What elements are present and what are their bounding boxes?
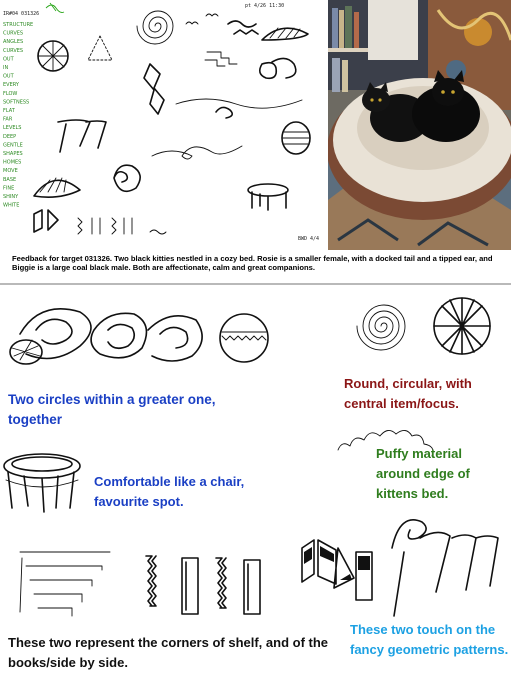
side-word: OUT <box>3 73 14 80</box>
date-note: pt 4/26 11:30 <box>245 3 285 9</box>
feedback-caption <box>12 254 504 272</box>
side-word-list <box>3 22 33 209</box>
side-word: IN <box>3 65 9 71</box>
zigzag-books-small <box>78 218 132 234</box>
cats-photo <box>328 0 511 250</box>
side-word: EVERY <box>3 82 19 89</box>
swirl-shell-icon <box>114 165 140 191</box>
note-fancy: These two touch on the fancy geometric patterns. <box>350 622 509 657</box>
birds-icon <box>186 14 218 24</box>
side-word: WHITE <box>3 202 20 209</box>
wave-sketch <box>228 21 258 34</box>
side-word: SHINY <box>3 194 19 200</box>
dotted-triangle <box>88 36 112 60</box>
hatched-blob <box>262 28 308 40</box>
target-label: Feedback for target 031326. <box>12 254 113 263</box>
shelf-corner-icon <box>20 552 110 616</box>
photo-drawing <box>328 0 511 250</box>
long-curve <box>176 99 302 108</box>
side-word: GENTLE <box>3 142 23 149</box>
wheel-icon <box>38 41 68 71</box>
note-corners: These two represent the corners of shelf, and of the books/side by side. <box>8 635 329 670</box>
double-spiral-icon <box>260 58 296 78</box>
striped-circle-icon <box>282 122 310 154</box>
side-word: STRUCTURE <box>3 22 34 28</box>
chair-icon <box>4 454 80 512</box>
side-word: SHAPES <box>3 151 23 157</box>
two-circles-sketch <box>10 309 268 364</box>
caption-text: Two black kitties nestled in a cozy bed. Rosie is a smaller female, with a docked tail and a tipped ear, and Biggie is a large coal black male. Both are affectionate, calm and great companions. <box>12 254 493 272</box>
note-comfortable: Comfortable like a chair, favourite spot. <box>94 474 245 509</box>
side-word: FLAT <box>3 108 15 114</box>
steps-sketch <box>205 52 237 66</box>
side-word: BASE <box>3 176 17 183</box>
small-swirl <box>216 107 232 118</box>
bottom-tilde <box>150 230 166 234</box>
geo-bars-small <box>34 210 58 232</box>
sketch-drawing <box>0 0 327 250</box>
geometric-pattern-icon <box>302 520 498 616</box>
green-scribble <box>46 3 64 13</box>
side-word: ANGLES <box>3 39 24 46</box>
side-word: LEVELS <box>3 125 22 132</box>
side-word: FAR <box>3 116 13 123</box>
side-word: HOMES <box>3 159 22 166</box>
window-light <box>368 0 418 60</box>
side-word: MOVE <box>3 168 18 175</box>
helix-sketch <box>144 64 164 114</box>
spiral-icon <box>137 11 173 44</box>
note-two-circles: Two circles within a greater one, together <box>8 392 216 427</box>
wave-loop <box>152 146 242 159</box>
side-word: FLOW <box>3 90 18 97</box>
side-word: OUT <box>3 56 14 63</box>
header-code: IR#04 031326 <box>3 11 40 17</box>
side-word: DEEP <box>3 133 17 140</box>
spiral-wheel-sketch <box>357 298 490 354</box>
seven-shapes-icon <box>58 120 106 152</box>
zigzag-books-icon <box>146 556 260 614</box>
side-word: FINE <box>3 185 15 192</box>
side-word: CURVES <box>3 30 24 37</box>
note-round: Round, circular, with central item/focus. <box>344 376 472 411</box>
section-divider <box>0 283 511 285</box>
stool-sketch <box>248 184 288 210</box>
note-puffy: Puffy material around edge of kittens bed. <box>376 446 470 501</box>
side-word: SOFTNESS <box>3 99 30 106</box>
sketch-sheet <box>0 0 327 250</box>
side-word: CURVES <box>3 47 24 54</box>
signature: BWD 4/4 <box>298 236 320 242</box>
